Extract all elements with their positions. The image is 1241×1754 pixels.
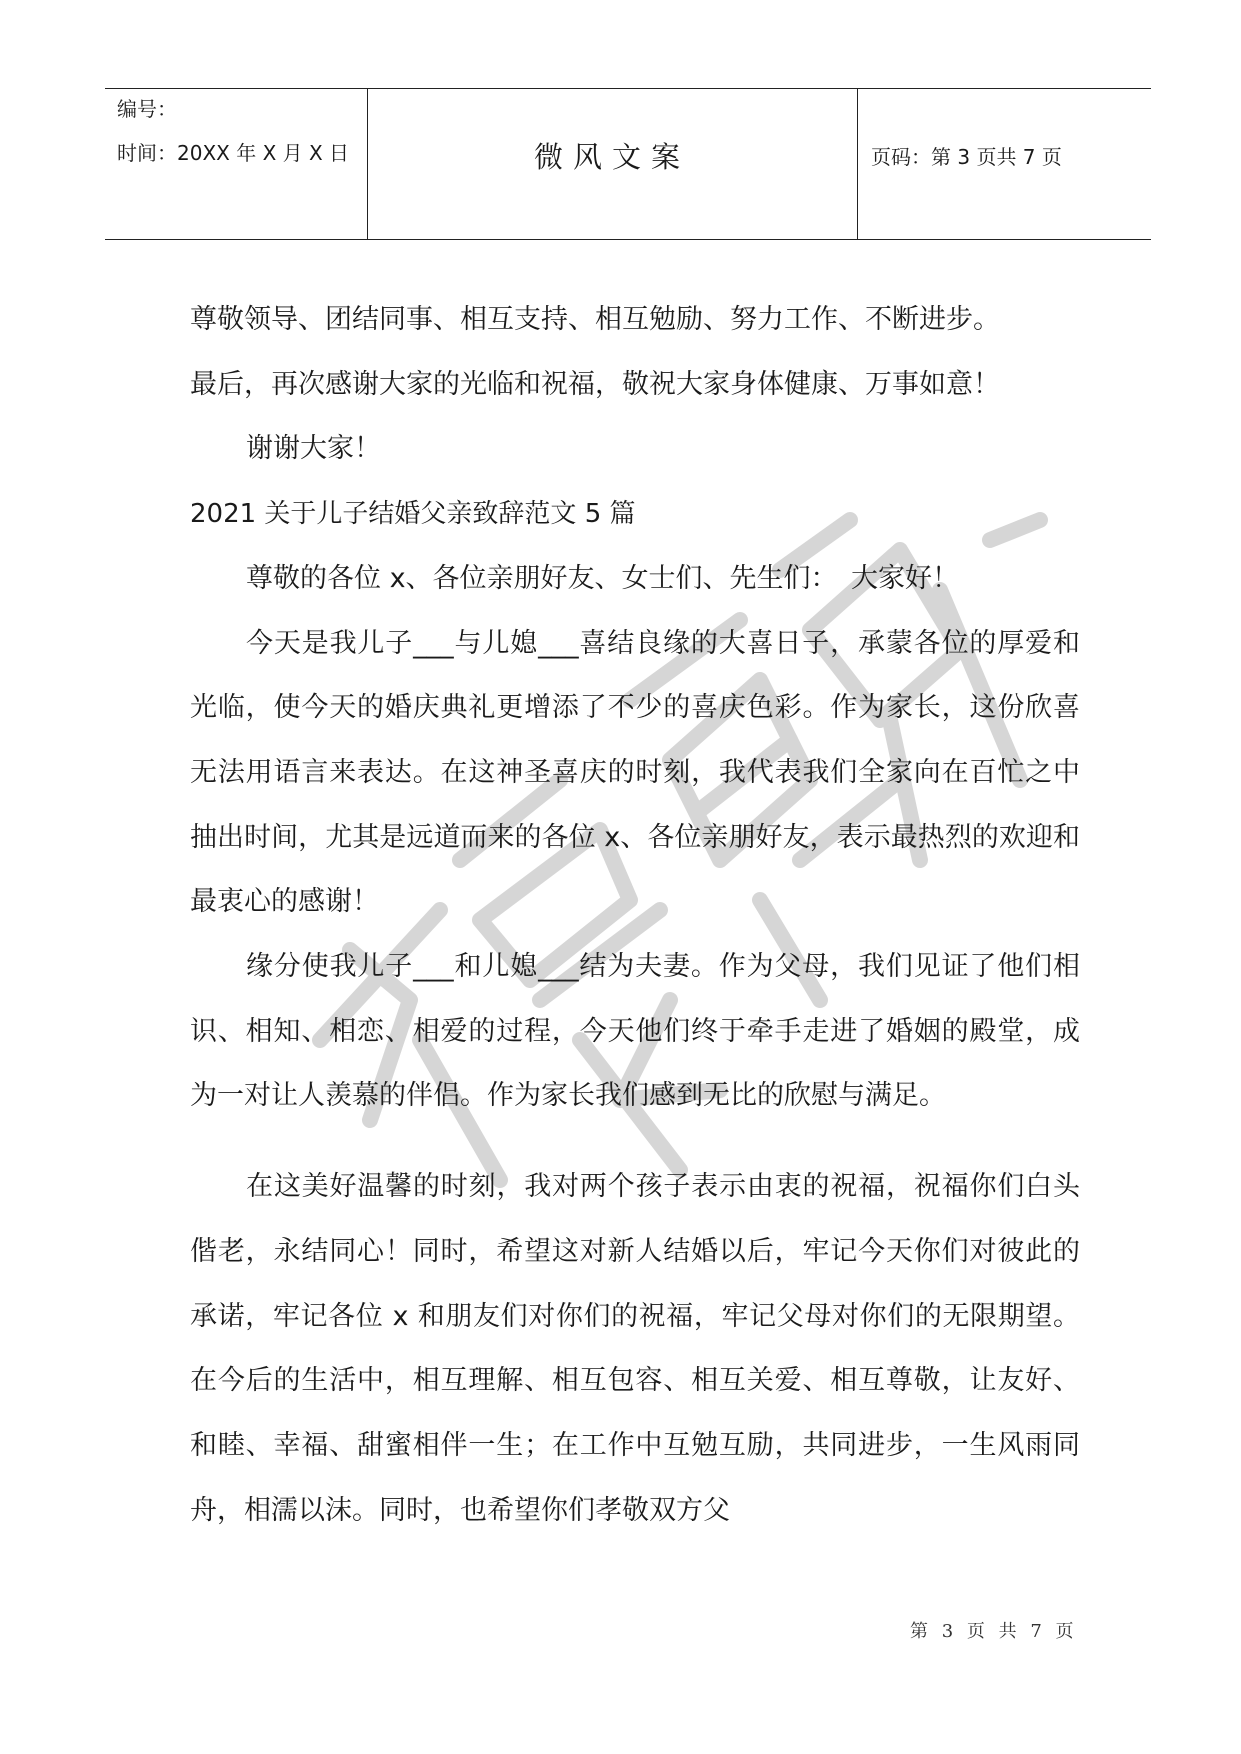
document-number-label: 编号： [117, 97, 177, 121]
paragraph: 缘分使我儿子___和儿媳___结为夫妻。作为父母，我们见证了他们相识、相知、相恋、相爱的过程，今天他们终于牵手走进了婚姻的殿堂，成为一对让人羡慕的伴侣。作为家长我们感到无比的欣慰与满足。 [190, 951, 1080, 1112]
document-brand-title: 微风文案 [533, 140, 690, 174]
header-divider [857, 89, 858, 239]
document-header [105, 88, 1151, 240]
paragraph: 谢谢大家！ [246, 433, 381, 465]
document-body [190, 288, 1080, 1543]
paragraph-gap [190, 1129, 1080, 1155]
header-page-number: 页码：第 3 页共 7 页 [871, 145, 1062, 169]
section-heading: 2021 关于儿子结婚父亲致辞范文 5 篇 [190, 499, 636, 530]
paragraph: 在这美好温馨的时刻，我对两个孩子表示由衷的祝福，祝福你们白头偕老，永结同心！同时，希望这对新人结婚以后，牢记今天你们对彼此的承诺，牢记各位 x 和朋友们对你们的祝福，牢记父母对你们的无限期望。在今后的生活中，相互理解、相互包容、相互关爱、相互尊敬，让友好、和睦、幸福、甜蜜相伴一生；在工作中互勉互励，共同进步，一生风雨同舟，相濡以沫。同时，也希望你们孝敬双方父 [190, 1171, 1080, 1526]
paragraph: 今天是我儿子___与儿媳___喜结良缘的大喜日子，承蒙各位的厚爱和光临，使今天的婚庆典礼更增添了不少的喜庆色彩。作为家长，这份欣喜无法用语言来表达。在这神圣喜庆的时刻，我代表我们全家向在百忙之中抽出时间，尤其是远道而来的各位 x、各位亲朋好友，表示最热烈的欢迎和最衷心的感谢！ [190, 627, 1080, 918]
footer-page-number: 第 3 页 共 7 页 [910, 1621, 1078, 1642]
document-date: 时间：20XX 年 X 月 X 日 [117, 141, 350, 165]
paragraph: 尊敬的各位 x、各位亲朋好友、女士们、先生们： 大家好！ [246, 562, 960, 594]
paragraph: 尊敬领导、团结同事、相互支持、相互勉励、努力工作、不断进步。 [190, 304, 1000, 335]
paragraph: 最后，再次感谢大家的光临和祝福，敬祝大家身体健康、万事如意！ [190, 368, 1000, 400]
